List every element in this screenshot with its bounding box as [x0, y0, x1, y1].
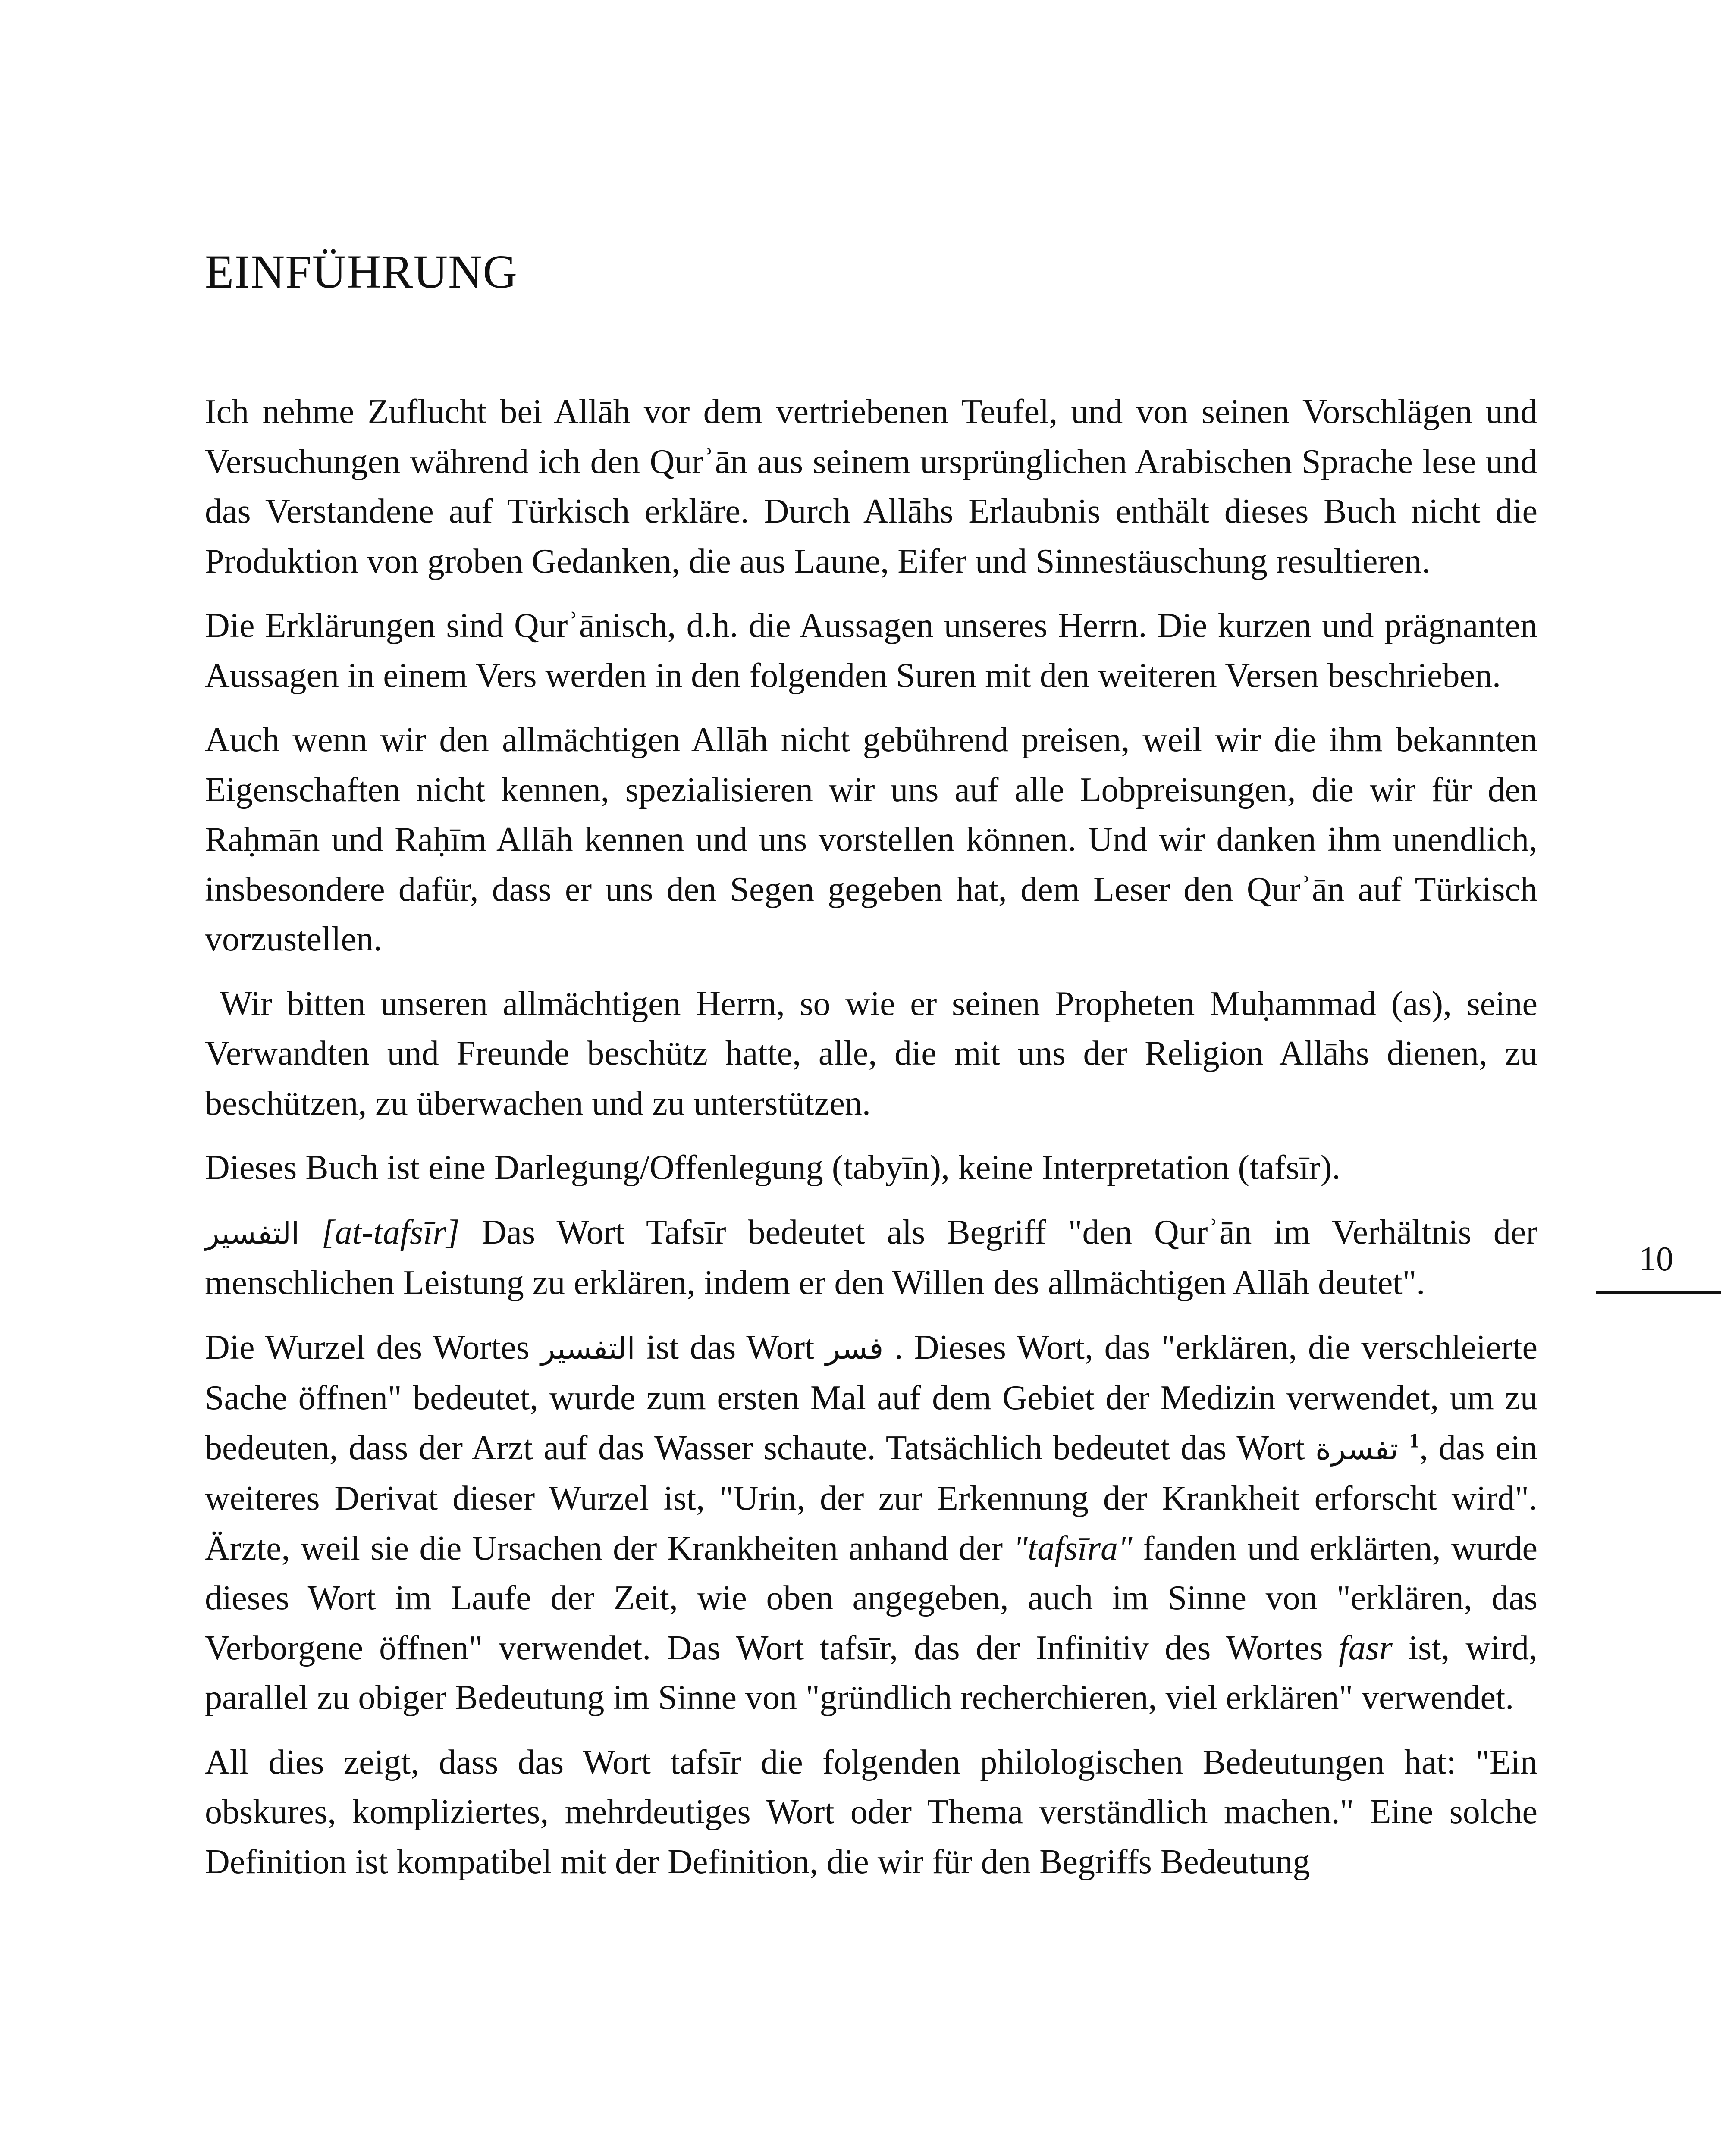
paragraph-7-part-1: Die Wurzel des Wortes	[205, 1328, 541, 1366]
page-title: EINFÜHRUNG	[205, 245, 518, 298]
italic-term-fasr: fasr	[1339, 1629, 1393, 1667]
paragraph-7-part-3: . Dieses Wort, das "erklären, die verschleierte Sache öffnen" bedeutet, wurde zum ersten Mal auf dem Gebiet der Medizin verwendet, um zu bedeuten, dass der Arzt auf das Wasser schaute. Tatsächlich bedeutet das Wort	[205, 1328, 1538, 1467]
arabic-term-tafsira: تفسرة	[1315, 1431, 1399, 1467]
body-text	[205, 387, 1546, 1902]
paragraph-7-part-5: fanden und erklärten, wurde dieses Wort im Laufe der Zeit, wie oben angegeben, auch im Sinne von "erklären, das Verborgene öffnen" verwendet. Das Wort tafsīr, das der Infinitiv des Wortes	[205, 1529, 1537, 1667]
paragraph-6	[205, 1208, 1537, 1308]
paragraph-7	[205, 1323, 1537, 1723]
paragraph-7-part-6: ist, wird, parallel zu obiger Bedeutung im Sinne von "gründlich recherchieren, viel erklären" verwendet.	[205, 1629, 1537, 1717]
paragraph-7-part-2: ist das Wort	[635, 1328, 825, 1366]
arabic-term-tafsir-2: التفسير	[540, 1330, 635, 1366]
transliteration-term: [at-tafsīr]	[321, 1213, 460, 1251]
footnote-reference[interactable]: 1	[1409, 1429, 1420, 1452]
paragraph-2: Die Erklärungen sind Qurʾānisch, d.h. die Aussagen unseres Herrn. Die kurzen und prägnanten Aussagen in einem Vers werden in den folgenden Suren mit den weiteren Versen beschrieben.	[205, 607, 1537, 695]
arabic-term-tafsir: التفسير	[205, 1215, 300, 1251]
paragraph-8: All dies zeigt, dass das Wort tafsīr die folgenden philologischen Bedeutungen hat: "Ein obskures, kompliziertes, mehrdeutiges Wort oder Thema verständlich machen." Eine solche Definition ist kompatibel mit der Definition, die wir für den Begriffs Bedeutung	[205, 1743, 1537, 1881]
page-number-rule	[1596, 1291, 1721, 1294]
paragraph-1: Ich nehme Zuflucht bei Allāh vor dem vertriebenen Teufel, und von seinen Vorschlägen und Versuchungen während ich den Qurʾān aus seinem ursprünglichen Arabischen Sprache lese und das Verstandene auf Türkisch erkläre. Durch Allāhs Erlaubnis enthält dieses Buch nicht die Produktion von groben Gedanken, die aus Laune, Eifer und Sinnestäuschung resultieren.	[205, 393, 1537, 580]
arabic-term-fsr: فسر	[825, 1330, 884, 1366]
italic-term-tafsira: "tafsīra"	[1013, 1529, 1133, 1567]
paragraph-7-part-4: , das ein weiteres Derivat dieser Wurzel ist, "Urin, der zur Erkennung der Krankheit erforscht wird". Ärzte, weil sie die Ursachen der Krankheiten anhand der	[205, 1429, 1538, 1567]
paragraph-5: Dieses Buch ist eine Darlegung/Offenlegung (tabyīn), keine Interpretation (tafsīr).	[205, 1149, 1341, 1187]
paragraph-3: Auch wenn wir den allmächtigen Allāh nicht gebührend preisen, weil wir die ihm bekannten Eigenschaften nicht kennen, spezialisieren wir uns auf alle Lobpreisungen, die wir für den Raḥmān und Raḥīm Allāh kennen und uns vorstellen können. Und wir danken ihm unendlich, insbesondere dafür, dass er uns den Segen gegeben hat, dem Leser den Qurʾān auf Türkisch vorzustellen.	[205, 721, 1537, 958]
paragraph-6-text: Das Wort Tafsīr bedeutet als Begriff "den Qurʾān im Verhältnis der menschlichen Leistung zu erklären, indem er den Willen des allmächtigen Allāh deutet".	[205, 1213, 1537, 1302]
page-number: 10	[1639, 1240, 1673, 1278]
paragraph-4: Wir bitten unseren allmächtigen Herrn, so wie er seinen Propheten Muḥammad (as), seine Verwandten und Freunde beschütz hatte, alle, die mit uns der Religion Allāhs dienen, zu beschützen, zu überwachen und zu unterstützen.	[205, 984, 1546, 1122]
